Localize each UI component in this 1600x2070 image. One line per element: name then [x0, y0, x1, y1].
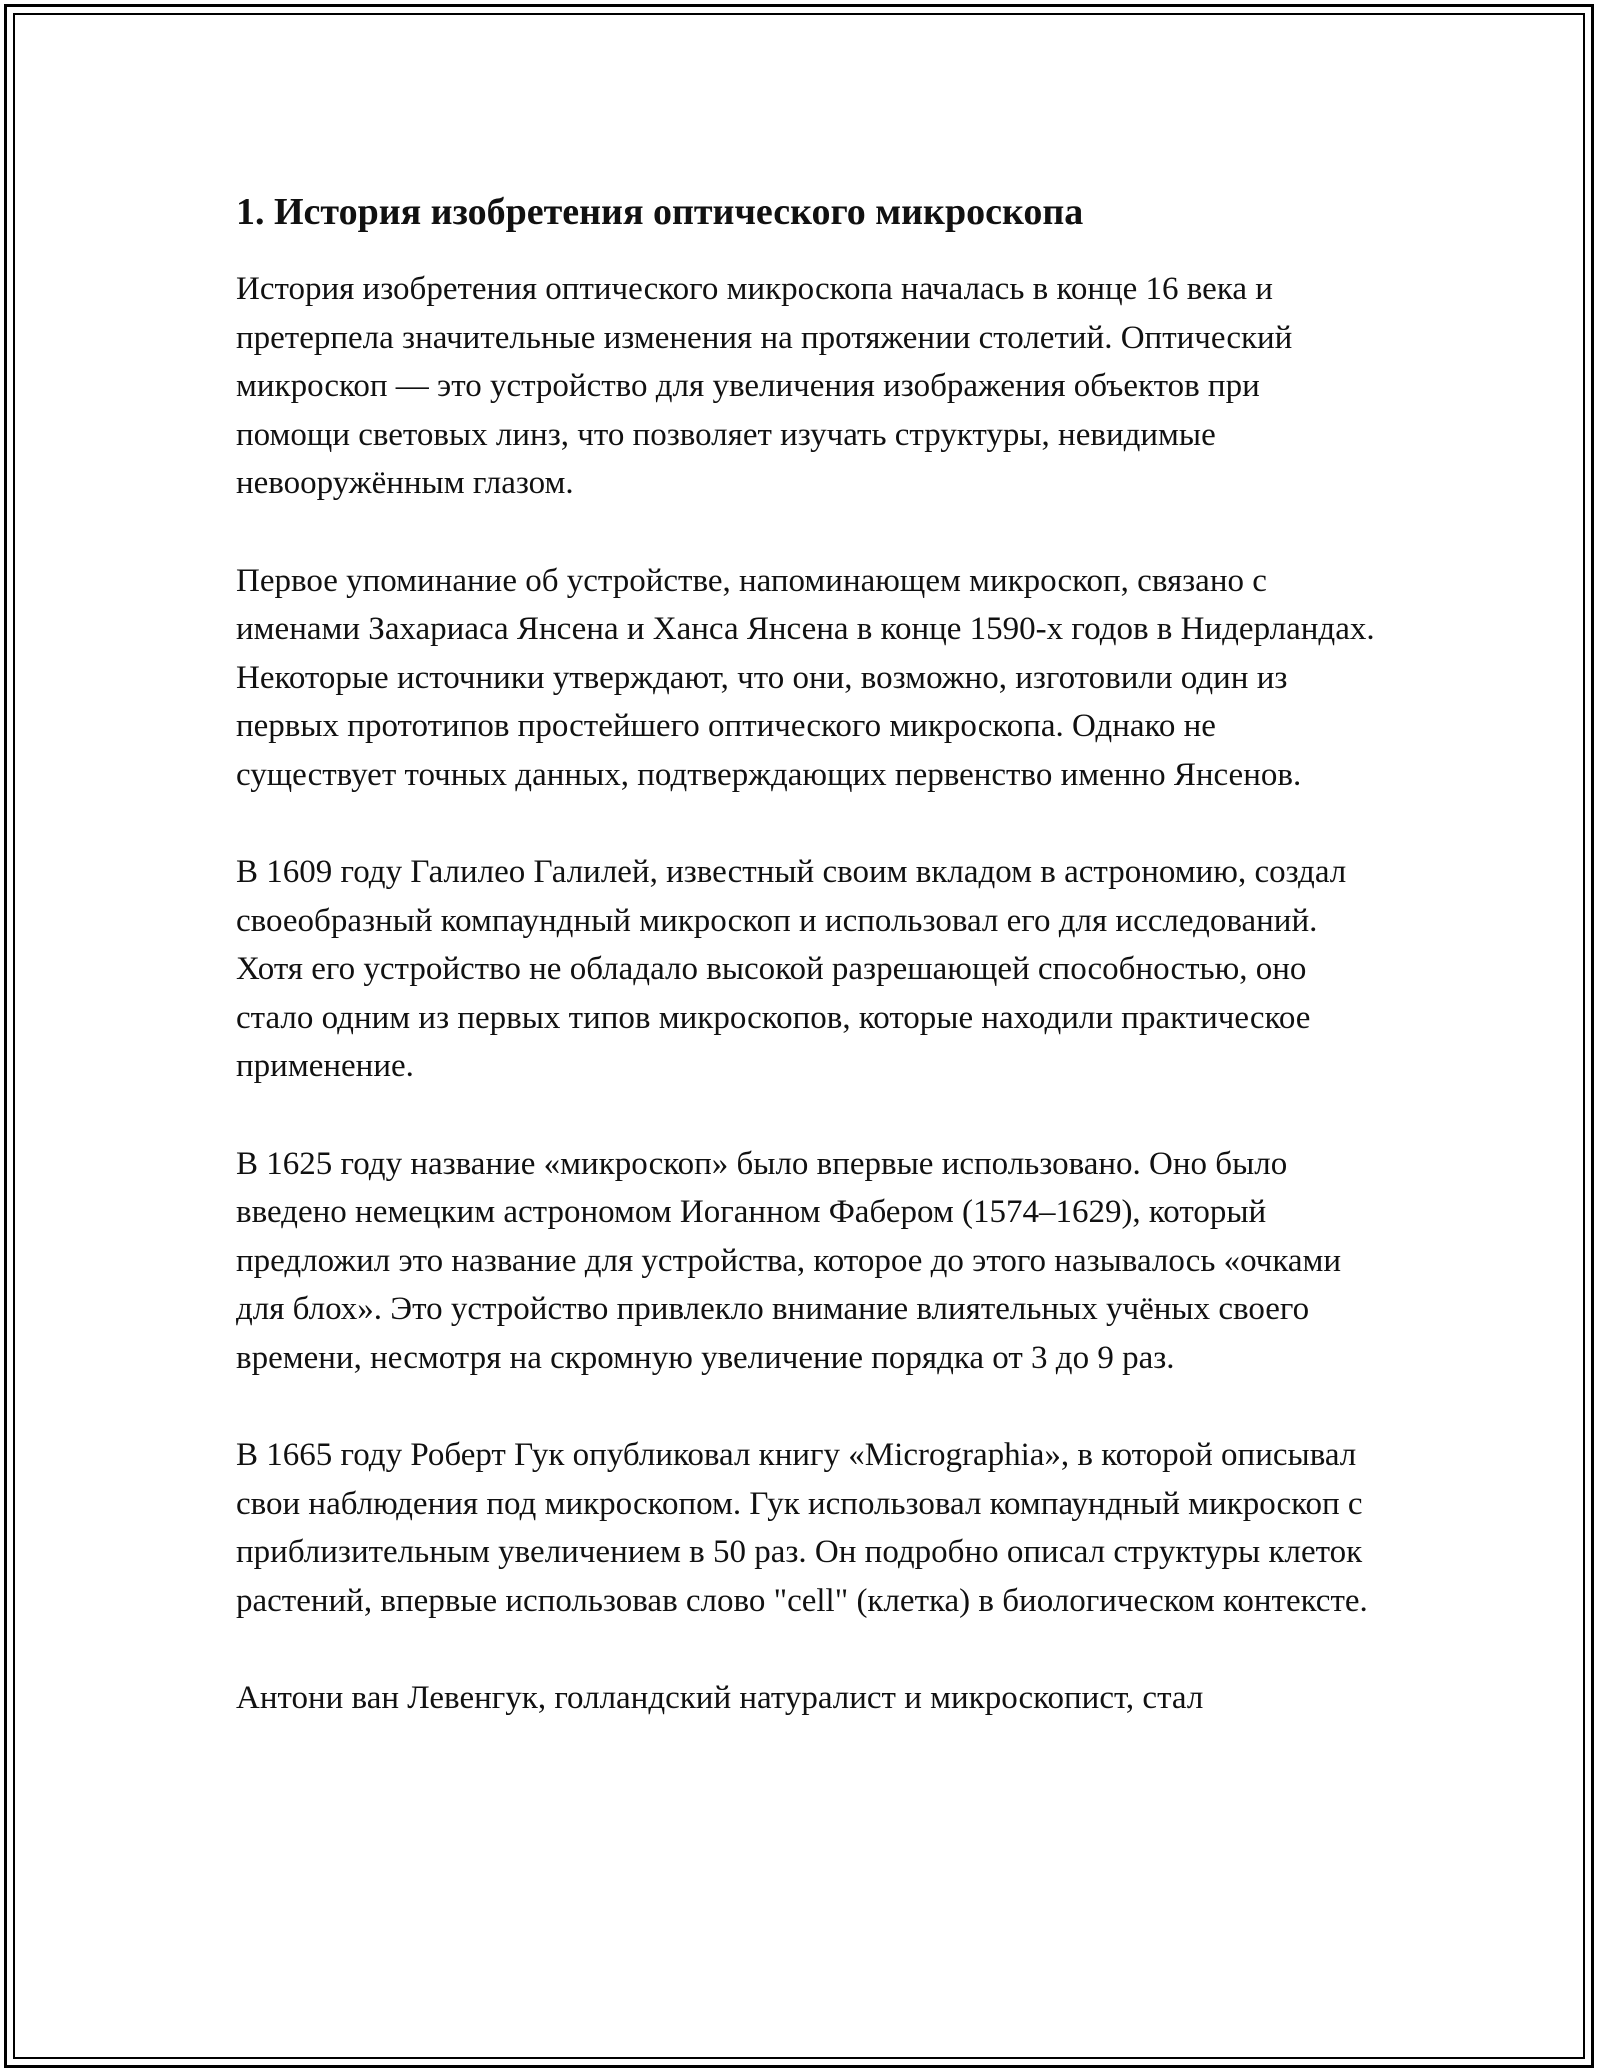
paragraph-intro: История изобретения оптического микроскопа началась в конце 16 века и претерпела значительные изменения на протяжении столетий. Оптический микроскоп — это устройство для увеличения изображения объектов при помощи световых линз, что позволяет изучать структуры, невидимые невооружённым глазом.: [236, 271, 1293, 501]
paragraph-faber: В 1625 году название «микроскоп» было впервые использовано. Оно было введено немецким астрономом Иоганном Фабером (1574–1629), который предложил это название для устройства, которое до этого называлось «очками для блох». Это устройство привлекло внимание влиятельных учёных своего времени, несмотря на скромную увеличение порядка от 3 до 9 раз.: [236, 1145, 1342, 1376]
paragraph-hooke: В 1665 году Роберт Гук опубликовал книгу «Micrographia», в которой описывал свои наблюдения под микроскопом. Гук использовал компаундный микроскоп с приблизительным увеличением в 50 раз. Он подробно описал структуры клеток растений, впервые использовав слово "cell" (клетка) в биологическом контексте.: [236, 1437, 1368, 1619]
paragraph-leeuwenhoek: Антони ван Левенгук, голландский натуралист и микроскопист, стал: [236, 1680, 1204, 1716]
document-body: [236, 185, 1376, 1772]
paragraph-galileo: В 1609 году Галилео Галилей, известный своим вкладом в астрономию, создал своеобразный компаундный микроскоп и использовал его для исследований. Хотя его устройство не обладало высокой разрешающей способностью, оно стало одним из первых типов микроскопов, которые находили практическое применение.: [236, 854, 1347, 1084]
section-heading: 1. История изобретения оптического микроскопа: [236, 191, 1084, 233]
paragraph-jansen: Первое упоминание об устройстве, напоминающем микроскоп, связано с именами Захариаса Янсена и Ханса Янсена в конце 1590-х годов в Нидерландах. Некоторые источники утверждают, что они, возможно, изготовили один из первых прототипов простейшего оптического микроскопа. Однако не существует точных данных, подтверждающих первенство именно Янсенов.: [236, 562, 1375, 793]
